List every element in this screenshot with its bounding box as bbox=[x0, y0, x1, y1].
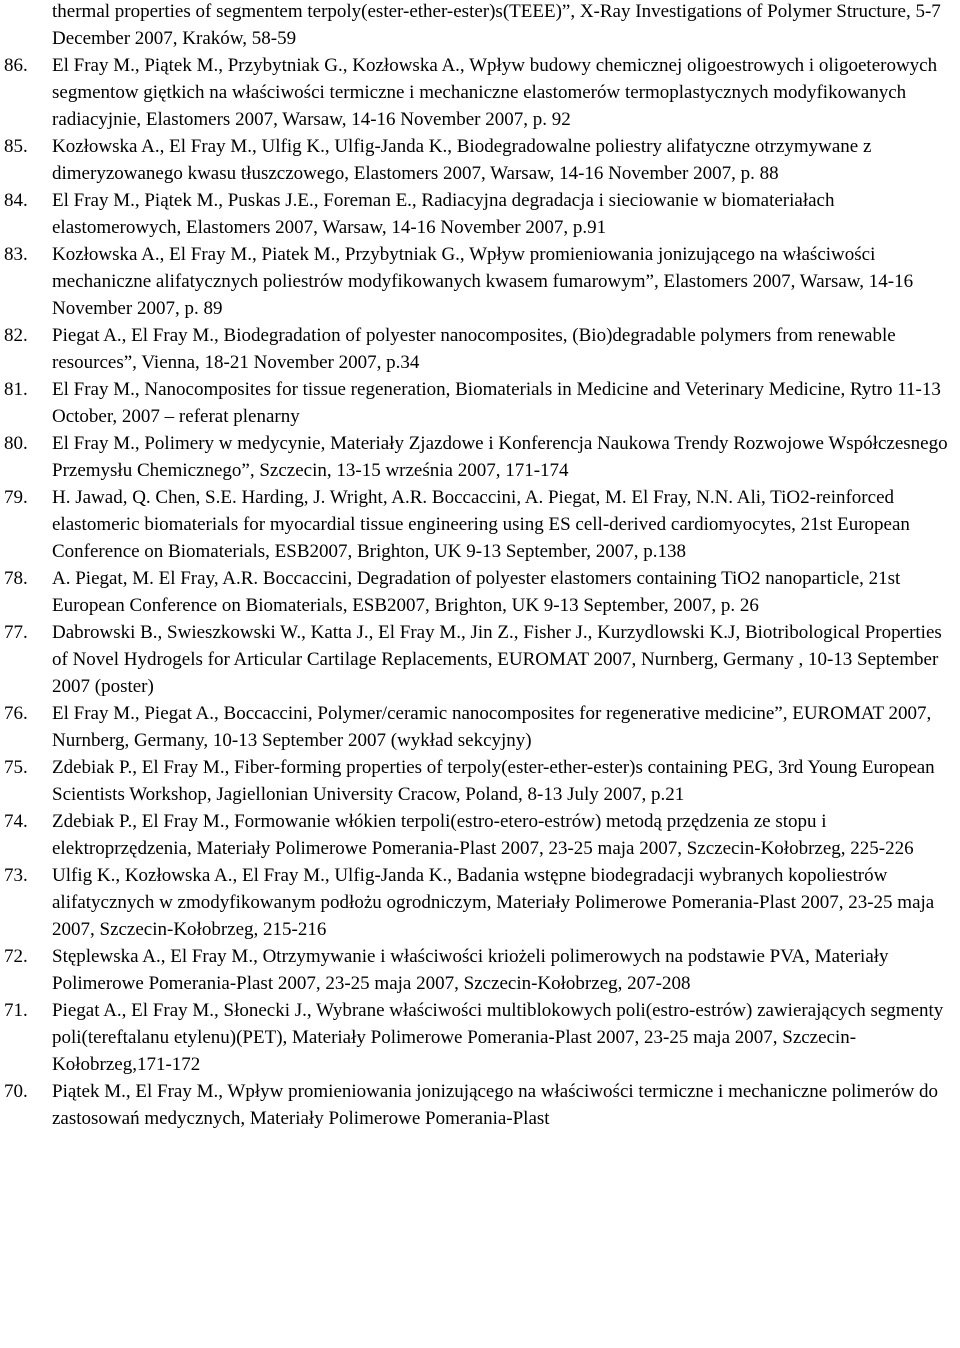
reference-item bbox=[0, 133, 960, 187]
reference-text: Piegat A., El Fray M., Biodegradation of polyester nanocomposites, (Bio)degradable polymers from renewable resources”, Vienna, 18-21 November 2007, p.34 bbox=[52, 325, 896, 373]
reference-item bbox=[0, 754, 960, 808]
reference-item bbox=[0, 565, 960, 619]
reference-text: H. Jawad, Q. Chen, S.E. Harding, J. Wright, A.R. Boccaccini, A. Piegat, M. El Fray, N.N. Ali, TiO2-reinforced elastomeric biomaterials for myocardial tissue engineering using ES cell-derived cardiomyocytes, 21st European Conference on Biomaterials, ESB2007, Brighton, UK 9-13 September, 2007, p.138 bbox=[52, 487, 910, 562]
reference-number: 83. bbox=[4, 244, 28, 265]
reference-text: A. Piegat, M. El Fray, A.R. Boccaccini, Degradation of polyester elastomers containing TiO2 nanoparticle, 21st European Conference on Biomaterials, ESB2007, Brighton, UK 9-13 September, 2007, p. 26 bbox=[52, 568, 901, 616]
reference-item bbox=[0, 430, 960, 484]
reference-text: Ulfig K., Kozłowska A., El Fray M., Ulfig-Janda K., Badania wstępne biodegradacji wybranych kopoliestrów alifatycznych w zmodyfikowanym podłożu ogrodniczym, Materiały Polimerowe Pomerania-Plast 2007, 23-25 maja 2007, Szczecin-Kołobrzeg, 215-216 bbox=[52, 865, 935, 940]
reference-number: 82. bbox=[4, 325, 28, 346]
reference-item bbox=[0, 322, 960, 376]
reference-number: 84. bbox=[4, 190, 28, 211]
reference-text: El Fray M., Polimery w medycynie, Materiały Zjazdowe i Konferencja Naukowa Trendy Rozwojowe Współczesnego Przemysłu Chemicznego”, Szczecin, 13-15 września 2007, 171-174 bbox=[52, 433, 948, 481]
reference-number: 78. bbox=[4, 568, 28, 589]
reference-item bbox=[0, 700, 960, 754]
reference-number: 71. bbox=[4, 1000, 28, 1021]
reference-number: 74. bbox=[4, 811, 28, 832]
reference-number: 79. bbox=[4, 487, 28, 508]
reference-number: 81. bbox=[4, 379, 28, 400]
reference-text: El Fray M., Nanocomposites for tissue regeneration, Biomaterials in Medicine and Veterinary Medicine, Rytro 11-13 October, 2007 – referat plenarny bbox=[52, 379, 941, 427]
reference-item bbox=[0, 1078, 960, 1132]
reference-item bbox=[0, 997, 960, 1078]
reference-text: Zdebiak P., El Fray M., Formowanie włókien terpoli(estro-etero-estrów) metodą przędzenia ze stopu i elektroprzędzenia, Materiały Polimerowe Pomerania-Plast 2007, 23-25 maja 2007, Szczecin-Kołobrzeg, 225-226 bbox=[52, 811, 914, 859]
reference-text: Piegat A., El Fray M., Słonecki J., Wybrane właściwości multiblokowych poli(estro-estrów) zawierających segmenty poli(tereftalanu etylenu)(PET), Materiały Polimerowe Pomerania-Plast 2007, 23-25 maja 2007, Szczecin-Kołobrzeg,171-172 bbox=[52, 1000, 944, 1075]
reference-item bbox=[0, 862, 960, 943]
reference-item bbox=[0, 241, 960, 322]
reference-text: El Fray M., Piegat A., Boccaccini, Polymer/ceramic nanocomposites for regenerative medicine”, EUROMAT 2007, Nurnberg, Germany, 10-13 September 2007 (wykład sekcyjny) bbox=[52, 703, 932, 751]
reference-number: 70. bbox=[4, 1081, 28, 1102]
reference-text: Kozłowska A., El Fray M., Ulfig K., Ulfig-Janda K., Biodegradowalne poliestry alifatyczne otrzymywane z dimeryzowanego kwasu tłuszczowego, Elastomers 2007, Warsaw, 14-16 November 2007, p. 88 bbox=[52, 136, 872, 184]
reference-number: 75. bbox=[4, 757, 28, 778]
reference-text: Zdebiak P., El Fray M., Fiber-forming properties of terpoly(ester-ether-ester)s containing PEG, 3rd Young European Scientists Workshop, Jagiellonian University Cracow, Poland, 8-13 July 2007, p.21 bbox=[52, 757, 935, 805]
reference-item bbox=[0, 619, 960, 700]
reference-text: Piątek M., El Fray M., Wpływ promieniowania jonizującego na właściwości termiczne i mechaniczne polimerów do zastosowań medycznych, Materiały Polimerowe Pomerania-Plast bbox=[52, 1081, 939, 1129]
reference-number: 77. bbox=[4, 622, 28, 643]
reference-number: 73. bbox=[4, 865, 28, 886]
reference-text: Stęplewska A., El Fray M., Otrzymywanie i właściwości kriożeli polimerowych na podstawie PVA, Materiały Polimerowe Pomerania-Plast 2007, 23-25 maja 2007, Szczecin-Kołobrzeg, 207-208 bbox=[52, 946, 889, 994]
reference-item bbox=[0, 808, 960, 862]
reference-number: 80. bbox=[4, 433, 28, 454]
reference-number: 72. bbox=[4, 946, 28, 967]
reference-text: El Fray M., Piątek M., Przybytniak G., Kozłowska A., Wpływ budowy chemicznej oligoestrowych i oligoeterowych segmentow giętkich na właściwości termiczne i mechaniczne elastomerów termoplastycznych modyfikowanych radiacyjnie, Elastomers 2007, Warsaw, 14-16 November 2007, p. 92 bbox=[52, 55, 938, 130]
reference-text: Kozłowska A., El Fray M., Piatek M., Przybytniak G., Wpływ promieniowania jonizującego na właściwości mechaniczne alifatycznych poliestrów modyfikowanych kwasem fumarowym”, Elastomers 2007, Warsaw, 14-16 November 2007, p. 89 bbox=[52, 244, 914, 319]
reference-item bbox=[0, 187, 960, 241]
reference-item bbox=[0, 376, 960, 430]
reference-item bbox=[0, 943, 960, 997]
reference-text: Dabrowski B., Swieszkowski W., Katta J., El Fray M., Jin Z., Fisher J., Kurzydlowski K.J, Biotribological Properties of Novel Hydrogels for Articular Cartilage Replacements, EUROMAT 2007, Nurnberg, Germany , 10-13 September 2007 (poster) bbox=[52, 622, 942, 697]
reference-number: 86. bbox=[4, 55, 28, 76]
reference-text: El Fray M., Piątek M., Puskas J.E., Foreman E., Radiacyjna degradacja i sieciowanie w biomateriałach elastomerowych, Elastomers 2007, Warsaw, 14-16 November 2007, p.91 bbox=[52, 190, 835, 238]
reference-item bbox=[0, 52, 960, 133]
reference-list bbox=[0, 52, 960, 1132]
reference-number: 85. bbox=[4, 136, 28, 157]
reference-continuation: thermal properties of segmentem terpoly(ester-ether-ester)s(TEEE)”, X-Ray Investigations of Polymer Structure, 5-7 December 2007, Kraków, 58-59 bbox=[52, 1, 941, 49]
reference-item bbox=[0, 484, 960, 565]
reference-number: 76. bbox=[4, 703, 28, 724]
